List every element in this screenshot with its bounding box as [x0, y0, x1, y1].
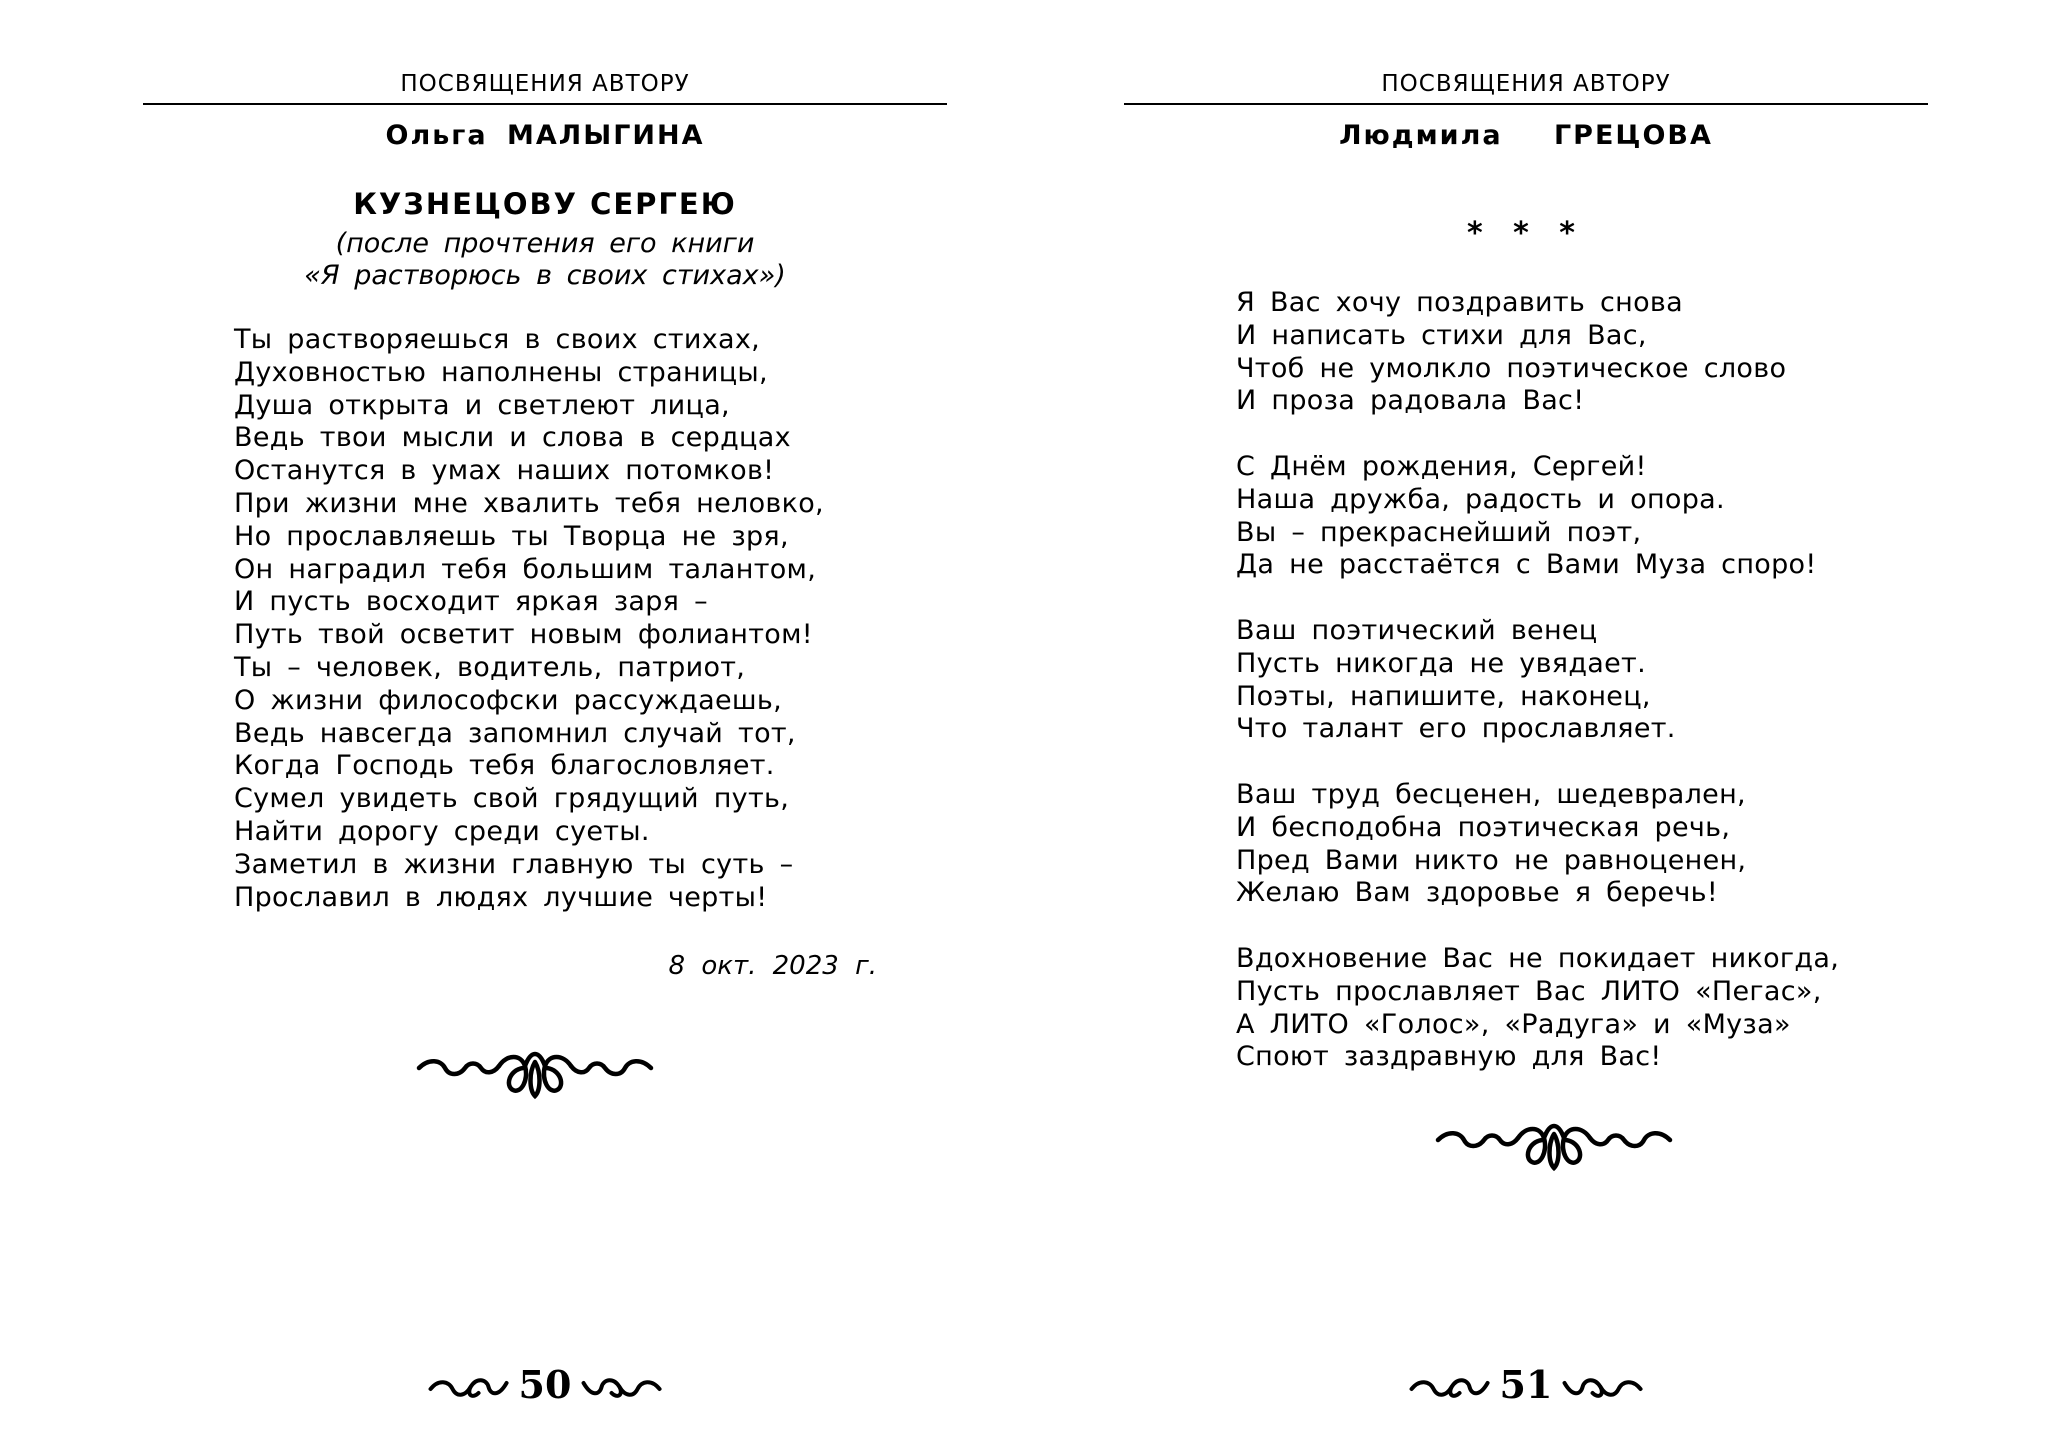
poem-line: Найти дорогу среди суеты. — [234, 815, 650, 847]
poem-line: Пусть никогда не увядает. — [1236, 647, 1646, 679]
author-name: Ольга МАЛЫГИНА — [385, 120, 705, 151]
poem-subtitle — [143, 228, 947, 292]
poem-line: Ты – человек, водитель, патриот, — [234, 651, 746, 683]
poem-line: Поэты, напишите, наконец, — [1236, 680, 1651, 712]
poem-line: И пусть восходит яркая заря – — [234, 586, 708, 618]
poem-line: Прославил в людях лучшие черты! — [234, 881, 768, 913]
poem-line: Духовностью наполнены страницы, — [234, 356, 768, 388]
page-footer — [143, 1360, 947, 1410]
poem-line: Что талант его прославляет. — [1236, 713, 1676, 745]
subtitle-line: (после прочтения его книги — [335, 228, 755, 259]
stanza-gap — [1236, 418, 1839, 451]
poem-line: Душа открыта и светлеют лица, — [234, 389, 730, 421]
poem-line: При жизни мне хвалить тебя неловко, — [234, 487, 824, 519]
poem-line: Он наградил тебя большим талантом, — [234, 553, 817, 585]
poem-line: Останутся в умах наших потомков! — [234, 455, 775, 487]
poem-line: Заметил в жизни главную ты суть – — [234, 848, 794, 880]
poem-line: Вдохновение Вас не покидает никогда, — [1236, 942, 1840, 974]
page-footer — [1124, 1360, 1928, 1410]
asterism: * * * — [1467, 216, 1585, 251]
flourish-left-icon — [1408, 1365, 1492, 1405]
page-number: 50 — [518, 1362, 572, 1407]
poem-line: С Днём рождения, Сергей! — [1236, 450, 1647, 482]
poem-line: А ЛИТО «Голос», «Радуга» и «Муза» — [1236, 1008, 1791, 1040]
stanza-gap — [1236, 746, 1839, 779]
author-name: Людмила ГРЕЦОВА — [1339, 120, 1713, 151]
poem-line: Да не расстаётся с Вами Муза споро! — [1236, 549, 1817, 581]
header-rule — [143, 103, 947, 105]
poem-line: Пусть прославляет Вас ЛИТО «Пегас», — [1236, 975, 1822, 1007]
poem-line: Пред Вами никто не равноценен, — [1236, 844, 1747, 876]
poem-line: Когда Господь тебя благословляет. — [234, 750, 775, 782]
poem-body — [234, 324, 824, 914]
header-rule — [1124, 103, 1928, 105]
running-head: ПОСВЯЩЕНИЯ АВТОРУ — [400, 71, 690, 97]
poem-line: Путь твой осветит новым фолиантом! — [234, 619, 813, 651]
flourish-right-icon — [1560, 1365, 1644, 1405]
poem-line: Ваш труд бесценен, шедеврален, — [1236, 778, 1746, 810]
poem-line: Споют заздравную для Вас! — [1236, 1041, 1662, 1073]
stanza-gap — [1236, 910, 1839, 943]
poem-date: 8 окт. 2023 г. — [668, 951, 877, 981]
ornament-divider — [415, 1040, 655, 1100]
poem-line: И бесподобна поэтическая речь, — [1236, 811, 1731, 843]
poem-line: Желаю Вам здоровье я беречь! — [1236, 877, 1718, 909]
poem-line: И написать стихи для Вас, — [1236, 319, 1647, 351]
running-head: ПОСВЯЩЕНИЯ АВТОРУ — [1381, 71, 1671, 97]
poem-line: Ваш поэтический венец — [1236, 614, 1598, 646]
poem-line: Ведь твои мысли и слова в сердцах — [234, 422, 791, 454]
poem-line: Ты растворяешься в своих стихах, — [234, 324, 761, 355]
poem-title: КУЗНЕЦОВУ СЕРГЕЮ — [353, 187, 737, 221]
poem-line: О жизни философски рассуждаешь, — [234, 684, 782, 716]
poem-line: Вы – прекраснейший поэт, — [1236, 516, 1642, 548]
stanza-gap — [1236, 582, 1839, 615]
poem-line: Но прославляешь ты Творца не зря, — [234, 520, 789, 552]
left-page — [143, 0, 947, 1454]
poem-line: Наша дружба, радость и опора. — [1236, 483, 1725, 515]
poem-body — [1236, 287, 1839, 1074]
poem-line: Я Вас хочу поздравить снова — [1236, 287, 1683, 318]
flourish-left-icon — [427, 1365, 511, 1405]
poem-line: Чтоб не умолкло поэтическое слово — [1236, 352, 1787, 384]
right-page — [1124, 0, 1928, 1454]
flourish-right-icon — [579, 1365, 663, 1405]
poem-line: И проза радовала Вас! — [1236, 385, 1585, 417]
page-number: 51 — [1499, 1362, 1553, 1407]
poem-line: Сумел увидеть свой грядущий путь, — [234, 783, 790, 815]
subtitle-line: «Я растворюсь в своих стихах») — [304, 260, 786, 291]
poem-line: Ведь навсегда запомнил случай тот, — [234, 717, 796, 749]
ornament-divider — [1434, 1112, 1674, 1172]
